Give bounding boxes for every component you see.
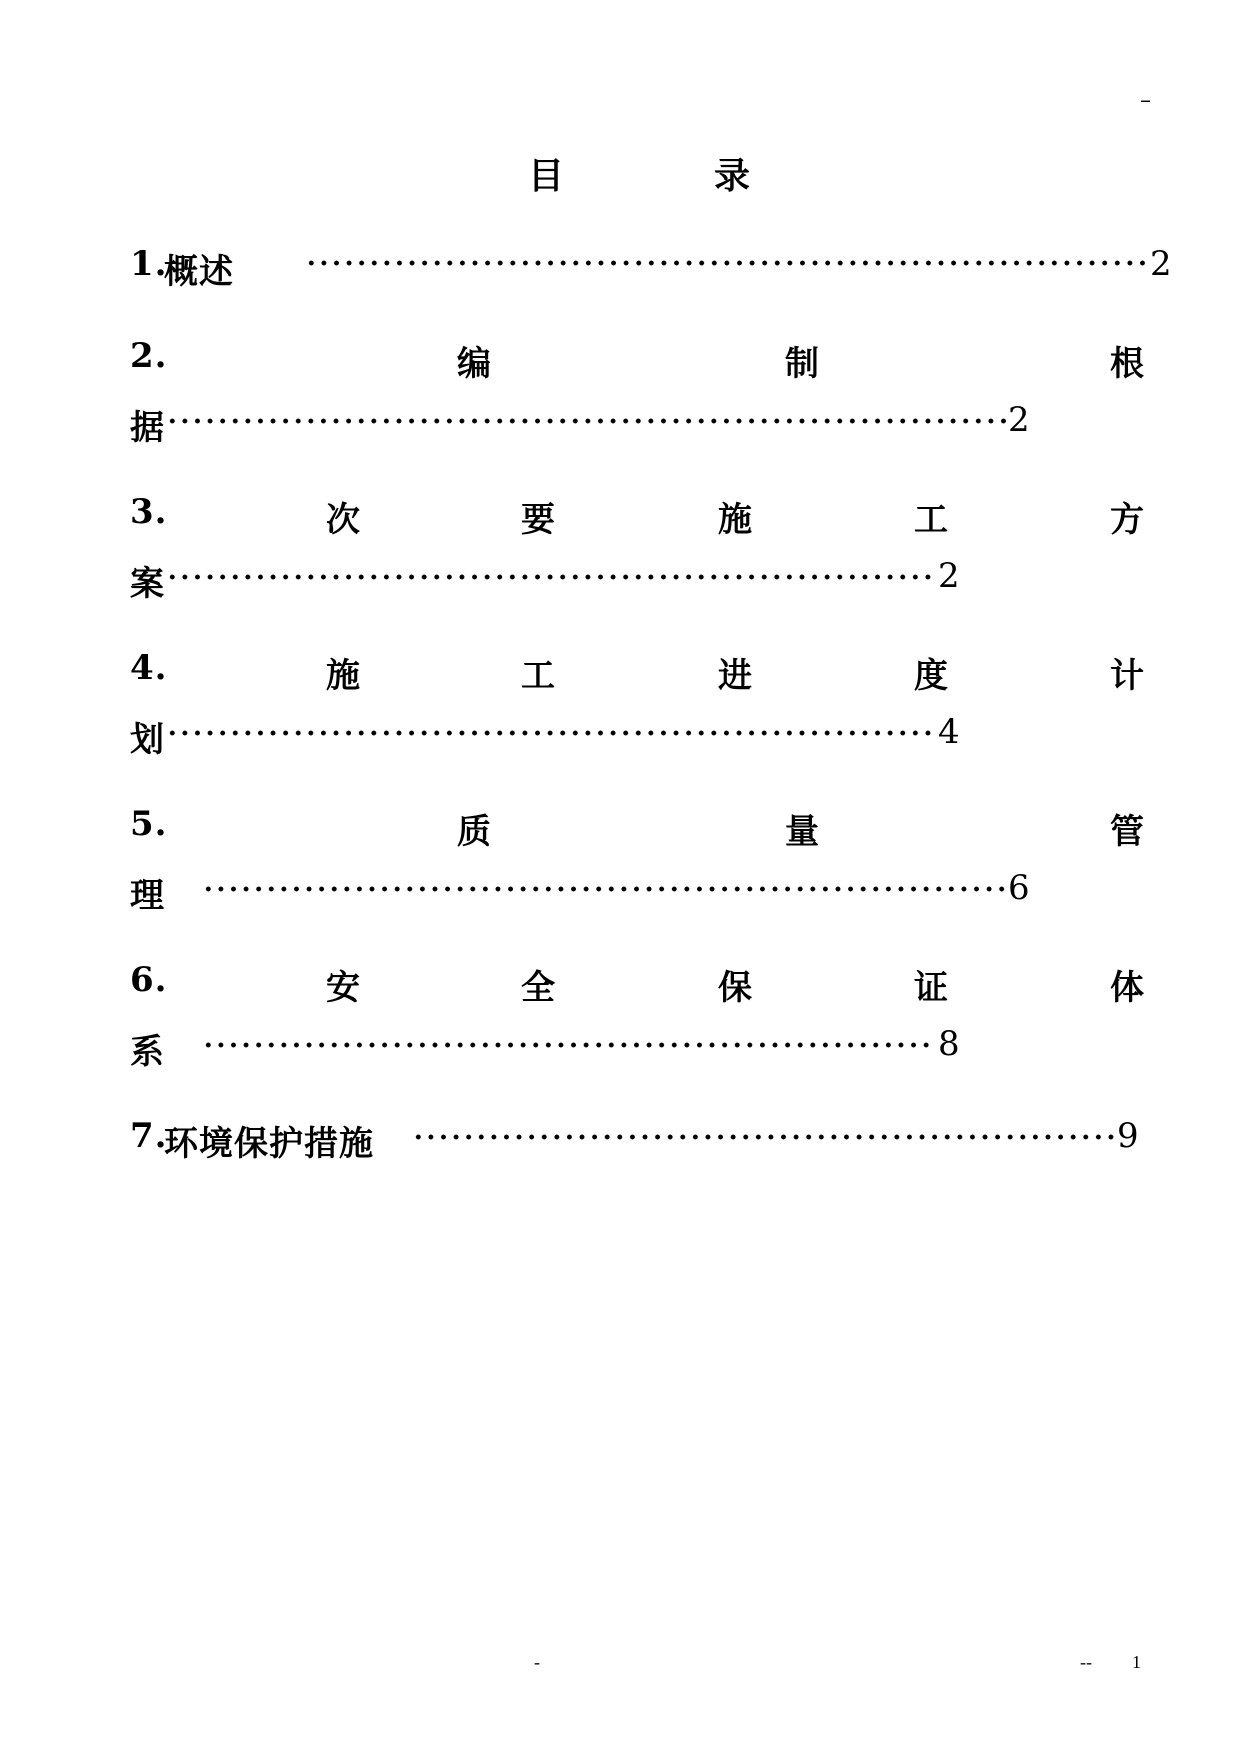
toc-entry-7-leader xyxy=(412,1134,1116,1140)
toc-entry-7-title: 环境保护措施 xyxy=(164,1124,374,1164)
toc-entry-3-char-1: 次 xyxy=(326,500,360,540)
toc-title-char-2: 录 xyxy=(714,155,751,197)
toc-entry-4-leader xyxy=(166,730,936,736)
toc-entry-6-line2: 系 xyxy=(130,1032,164,1072)
toc-entry-5-char-1: 质 xyxy=(457,812,491,852)
toc-entry-6-char-4: 证 xyxy=(914,968,948,1008)
toc-entry-6-leader xyxy=(202,1042,936,1048)
toc-entry-2-number: 2. xyxy=(130,336,168,376)
toc-entry-3-char-4: 工 xyxy=(914,500,948,540)
toc-entry-3-number: 3. xyxy=(130,492,168,532)
header-corner-mark: – xyxy=(1140,88,1151,113)
toc-entry-2-line2: 据 xyxy=(130,408,164,448)
toc-entry-2-char-2: 制 xyxy=(785,344,819,384)
toc-entry-1-number: 1. xyxy=(130,244,168,284)
toc-entry-6-char-1: 安 xyxy=(326,968,360,1008)
toc-entry-6-number: 6. xyxy=(130,960,168,1000)
toc-entry-5-char-2: 量 xyxy=(785,812,819,852)
toc-entry-4-number: 4. xyxy=(130,648,168,688)
toc-entry-2-leader xyxy=(166,418,1006,424)
toc-entry-6-page: 8 xyxy=(938,1024,960,1064)
toc-entry-3-char-3: 施 xyxy=(718,500,752,540)
toc-entry-6-char-5: 体 xyxy=(1110,968,1144,1008)
toc-entry-6-char-2: 全 xyxy=(521,968,555,1008)
toc-entry-4-page: 4 xyxy=(938,712,960,752)
toc-entry-5-leader xyxy=(202,886,1006,892)
footer-page-number: 1 xyxy=(1132,1652,1141,1672)
toc-entry-5-line2: 理 xyxy=(130,876,164,916)
toc-entry-5-page: 6 xyxy=(1008,868,1030,908)
toc-entry-4-char-1: 施 xyxy=(326,656,360,696)
toc-entry-1-leader xyxy=(305,260,1150,266)
footer-right-mark: -- xyxy=(1080,1652,1092,1672)
toc-entry-1-page: 2 xyxy=(1150,244,1172,284)
toc-entry-5-char-3: 管 xyxy=(1110,812,1144,852)
toc-entry-3-char-5: 方 xyxy=(1110,500,1144,540)
toc-entry-4-char-5: 计 xyxy=(1110,656,1144,696)
toc-entry-6-char-3: 保 xyxy=(718,968,752,1008)
toc-entry-2-page: 2 xyxy=(1008,400,1030,440)
toc-entry-2-char-3: 根 xyxy=(1110,344,1144,384)
toc-entry-2-char-1: 编 xyxy=(457,344,491,384)
toc-entry-4-char-2: 工 xyxy=(521,656,555,696)
toc-entry-7-number: 7. xyxy=(130,1116,168,1156)
toc-entry-5-number: 5. xyxy=(130,804,168,844)
toc-entry-4-char-4: 度 xyxy=(914,656,948,696)
toc-entry-1-title: 概述 xyxy=(164,252,234,292)
toc-entry-3-line2: 案 xyxy=(130,564,164,604)
toc-entry-3-leader xyxy=(166,574,936,580)
toc-entry-4-line2: 划 xyxy=(130,720,164,760)
toc-entry-3-char-2: 要 xyxy=(521,500,555,540)
toc-title-char-1: 目 xyxy=(528,155,565,197)
toc-entry-4-char-3: 进 xyxy=(718,656,752,696)
toc-entry-3-page: 2 xyxy=(938,556,960,596)
footer-center-mark: - xyxy=(534,1652,540,1672)
toc-entry-7-page: 9 xyxy=(1117,1116,1139,1156)
